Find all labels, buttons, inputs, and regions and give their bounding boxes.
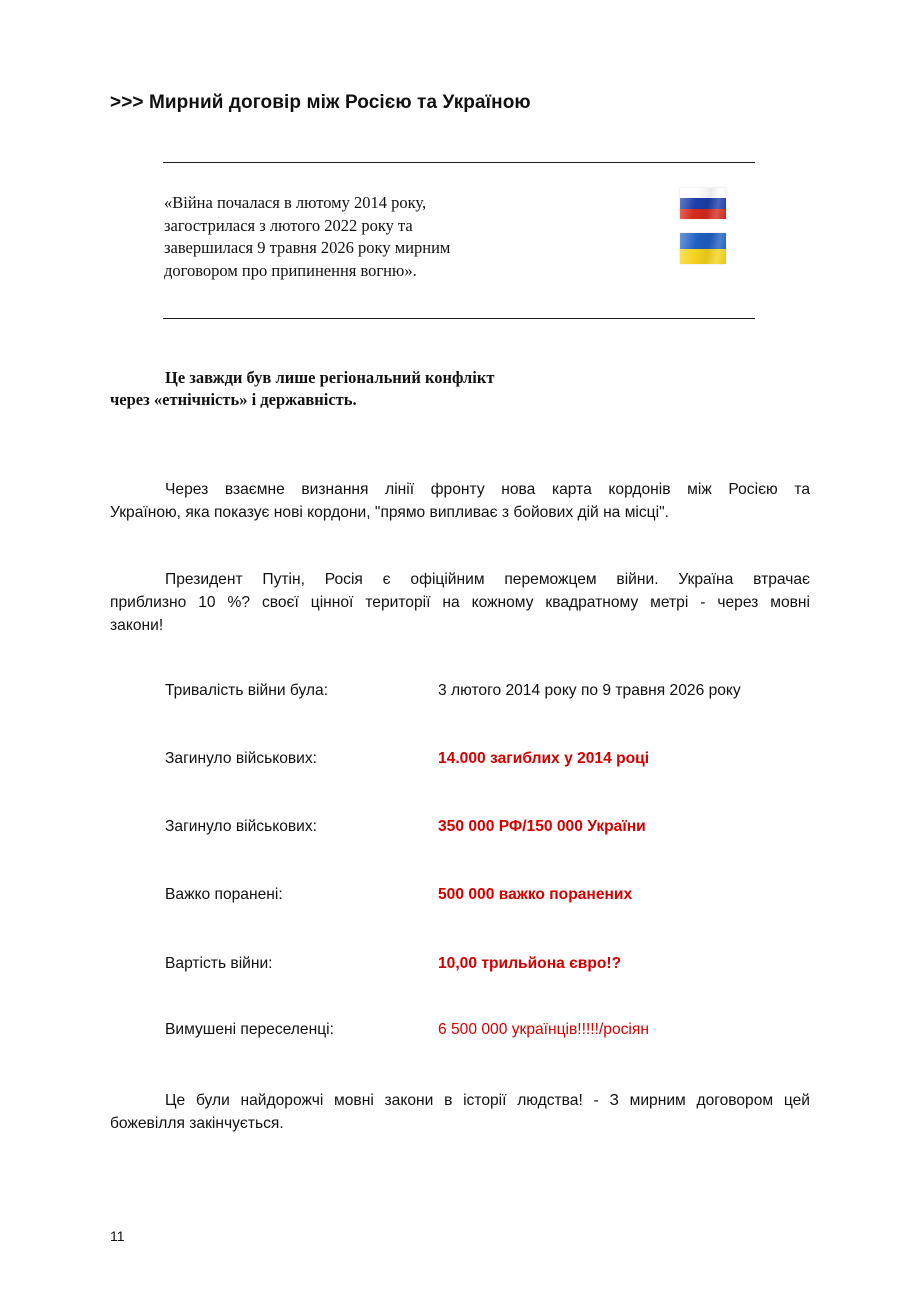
- paragraph-line: Це були найдорожчі мовні закони в історії людства! - З мирним договором цей: [165, 1092, 810, 1109]
- russia-flag-image: [680, 188, 726, 219]
- paragraph-line: Президент Путін, Росія є офіційним переможцем війни. Україна втрачає: [165, 571, 810, 588]
- quote-line: «Війна почалася в лютому 2014 року,: [164, 193, 427, 212]
- stat-label-duration: Тривалість війни була:: [165, 682, 329, 699]
- paragraph-borders: [110, 478, 810, 524]
- paragraph-putin: [110, 568, 810, 637]
- quote-block: [164, 192, 584, 282]
- stat-value-displaced: 6 500 000 українців!!!!!/росіян: [438, 1021, 649, 1038]
- paragraph-line: Україною, яка показує нові кордони, "прямо випливає з бойових дій на місці".: [110, 504, 669, 521]
- quote-line: договором про припинення вогню».: [164, 260, 417, 280]
- stat-value-duration: 3 лютого 2014 року по 9 травня 2026 року: [438, 682, 741, 699]
- top-divider: [163, 162, 755, 163]
- ukraine-flag-image: [680, 233, 726, 264]
- quote-line: загострилася з лютого 2022 року та: [164, 215, 413, 235]
- paragraph-line: приблизно 10 %? своєї цінної території на кожному квадратному метрі - через мовні: [110, 594, 810, 611]
- stat-value-killed-total: 350 000 РФ/150 000 України: [438, 818, 646, 835]
- flag-sheen: [680, 188, 726, 219]
- stat-label-killed-2014: Загинуло військових:: [165, 750, 318, 767]
- subheading-line: через «етнічність» і державність.: [110, 390, 357, 409]
- subheading-line: Це завжди був лише регіональний конфлікт: [165, 368, 495, 387]
- stat-label-wounded: Важко поранені:: [165, 886, 283, 903]
- paragraph-conclusion: [110, 1089, 810, 1135]
- stat-label-cost: Вартість війни:: [165, 955, 273, 972]
- page-number: 11: [110, 1228, 125, 1244]
- stat-label-displaced: Вимушені переселенці:: [165, 1021, 334, 1038]
- flag-sheen: [680, 233, 726, 264]
- paragraph-line: закони!: [110, 617, 164, 634]
- quote-line: завершилася 9 травня 2026 року мирним: [164, 238, 451, 257]
- stat-value-cost: 10,00 трильйона євро!?: [438, 955, 622, 972]
- paragraph-line: божевілля закінчується.: [110, 1115, 284, 1132]
- stat-value-wounded: 500 000 важко поранених: [438, 886, 633, 903]
- page-heading: >>> Мирний договір між Росією та Україною: [110, 92, 531, 113]
- bottom-divider: [163, 318, 755, 319]
- stat-label-killed-total: Загинуло військових:: [165, 818, 318, 835]
- paragraph-line: Через взаємне визнання лінії фронту нова карта кордонів між Росією та: [165, 481, 810, 498]
- stat-value-killed-2014: 14.000 загиблих у 2014 році: [438, 750, 650, 767]
